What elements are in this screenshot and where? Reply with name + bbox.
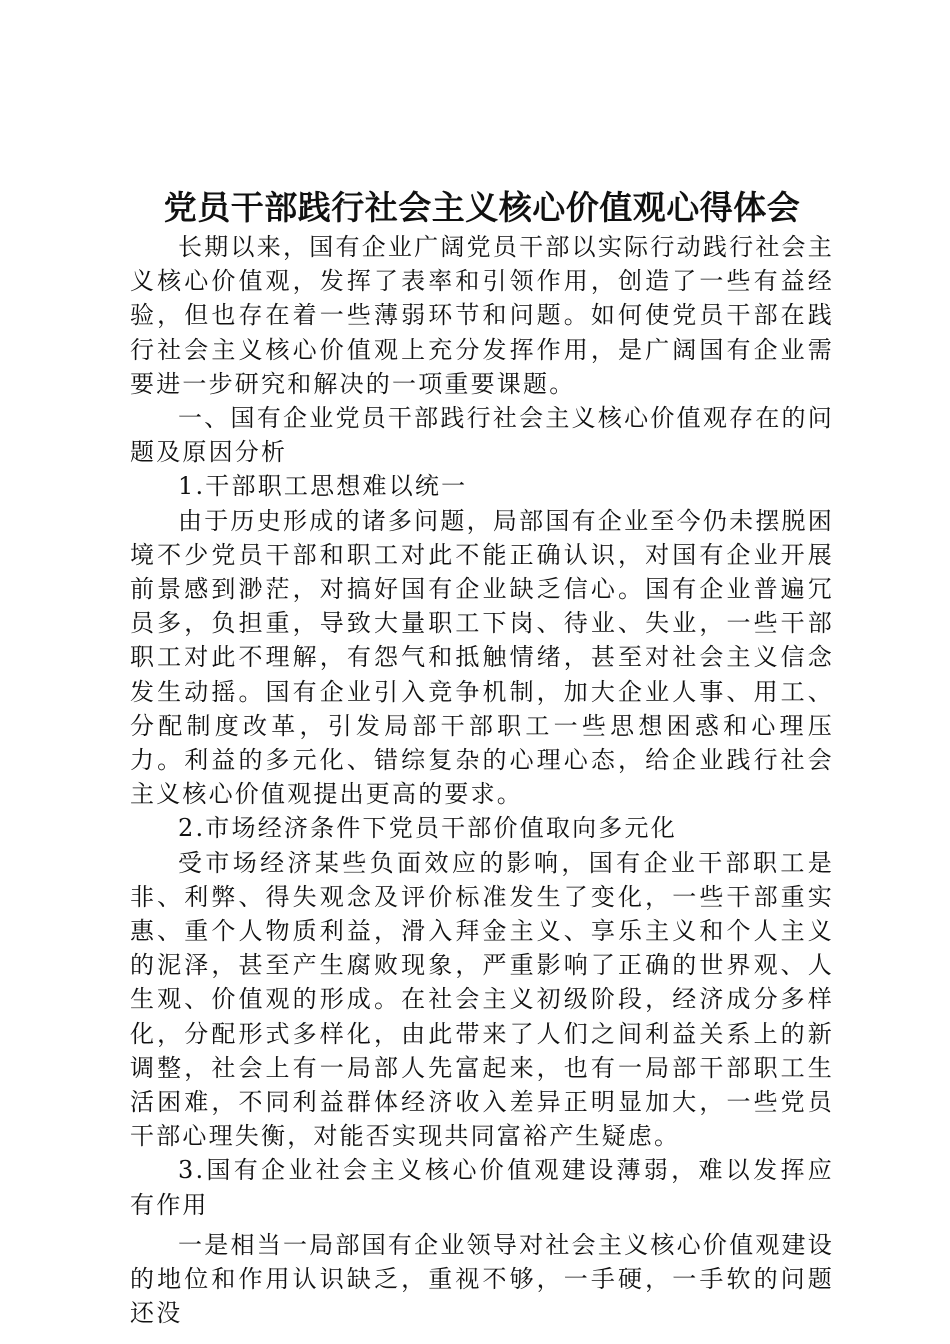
body-paragraph-3: 一是相当一局部国有企业领导对社会主义核心价值观建设的地位和作用认识缺乏，重视不够，一手硬，一手软的问题还没	[130, 1230, 834, 1328]
document-page	[130, 186, 834, 1331]
section-heading-1: 一、国有企业党员干部践行社会主义核心价值观存在的问题及原因分析	[130, 404, 834, 467]
intro-paragraph: 长期以来，国有企业广阔党员干部以实际行动践行社会主义核心价值观，发挥了表率和引领作用，创造了一些有益经验，但也存在着一些薄弱环节和问题。如何使党员干部在践行社会主义核心价值观上充分发挥作用，是广阔国有企业需要进一步研究和解决的一项重要课题。	[130, 233, 834, 398]
body-paragraph-1: 由于历史形成的诸多问题，局部国有企业至今仍未摆脱困境不少党员干部和职工对此不能正确认识，对国有企业开展前景感到渺茫，对搞好国有企业缺乏信心。国有企业普遍冗员多，负担重，导致大量职工下岗、待业、失业，一些干部职工对此不理解，有怨气和抵触情绪，甚至对社会主义信念发生动摇。国有企业引入竞争机制，加大企业人事、用工、分配制度改革，引发局部干部职工一些思想困惑和心理压力。利益的多元化、错综复杂的心理心态，给企业践行社会主义核心价值观提出更高的要求。	[130, 506, 834, 809]
subheading-1: 1.干部职工思想难以统一	[178, 472, 468, 501]
body-paragraph-2: 受市场经济某些负面效应的影响，国有企业干部职工是非、利弊、得失观念及评价标准发生了变化，一些干部重实惠、重个人物质利益，滑入拜金主义、享乐主义和个人主义的泥泽，甚至产生腐败现象，严重影响了正确的世界观、人生观、价值观的形成。在社会主义初级阶段，经济成分多样化，分配形式多样化，由此带来了人们之间利益关系上的新调整，社会上有一局部人先富起来，也有一局部干部职工生活困难，不同利益群体经济收入差异正明显加大，一些党员干部心理失衡，对能否实现共同富裕产生疑虑。	[130, 848, 834, 1151]
subheading-2: 2.市场经济条件下党员干部价值取向多元化	[178, 814, 677, 843]
document-title: 党员干部践行社会主义核心价值观心得体会	[163, 188, 801, 227]
subheading-3: 3.国有企业社会主义核心价值观建设薄弱，难以发挥应有作用	[130, 1156, 834, 1219]
